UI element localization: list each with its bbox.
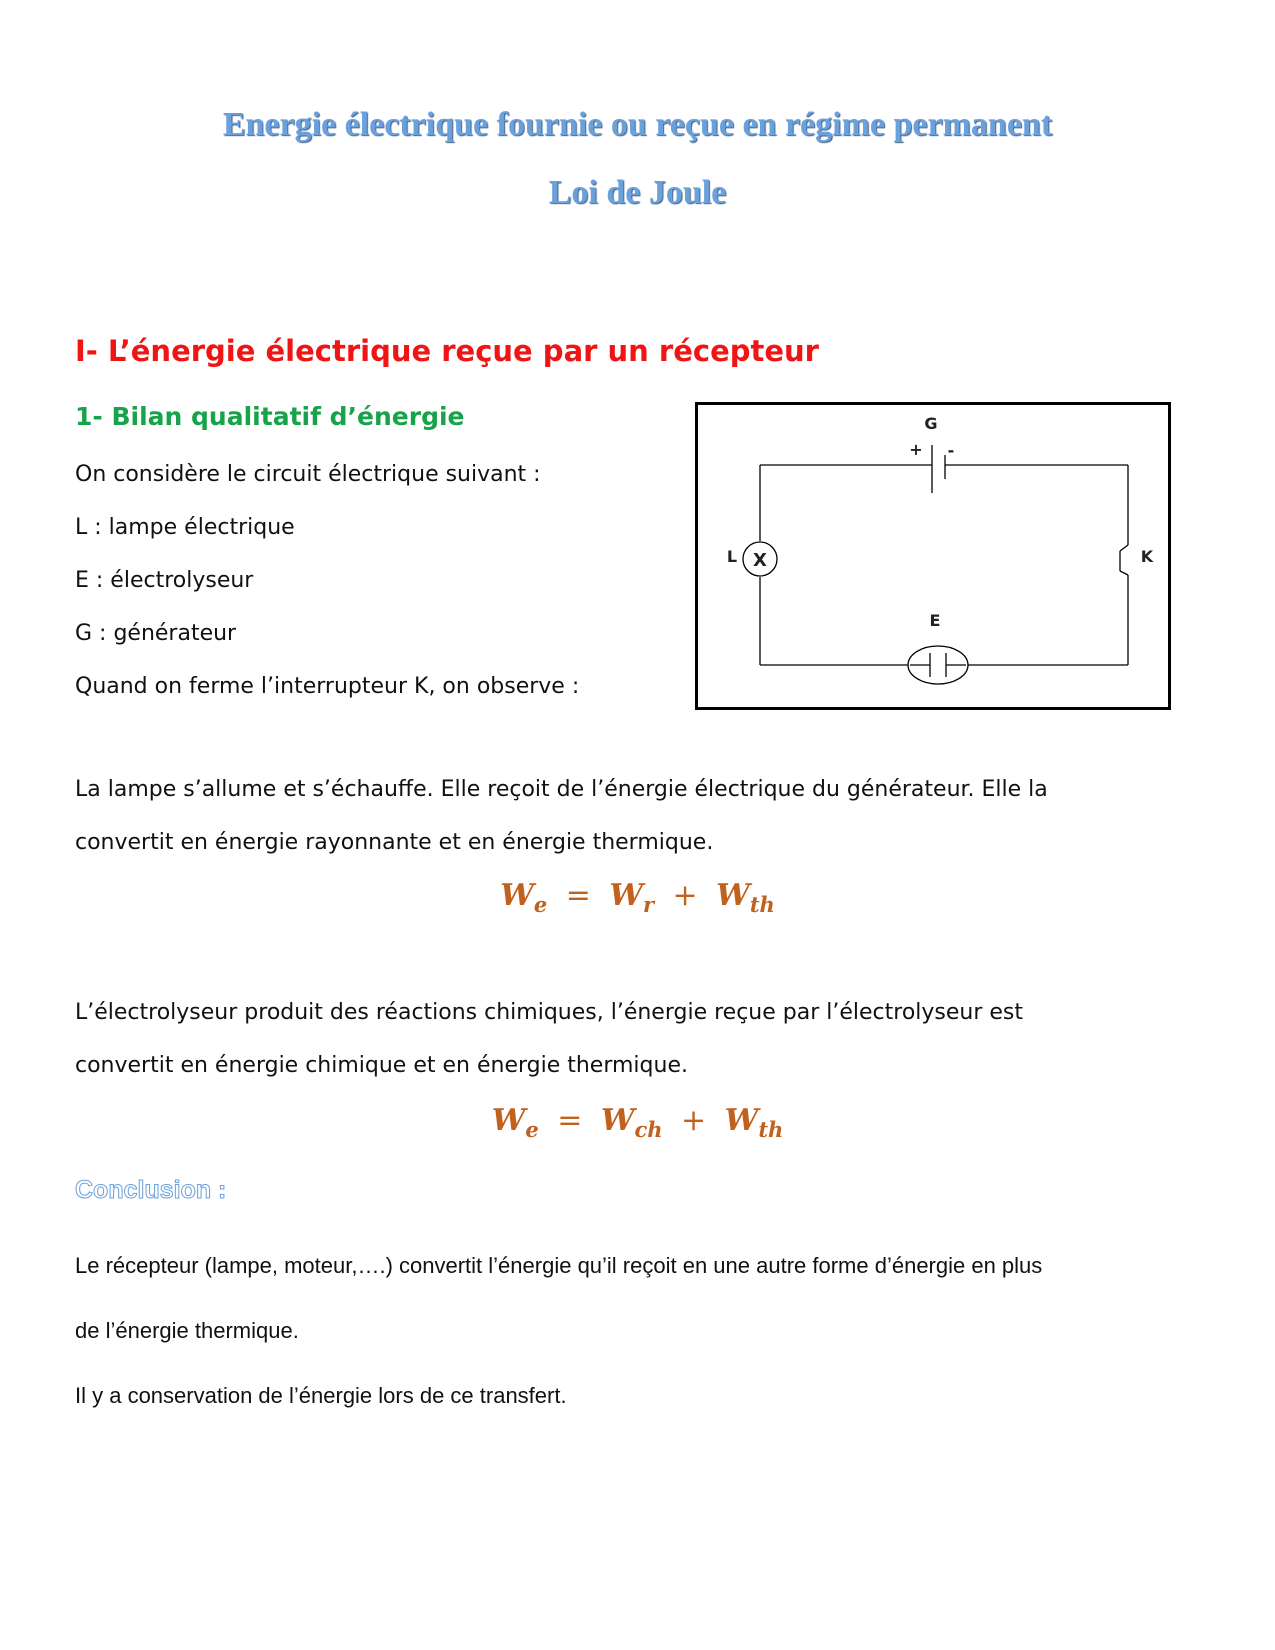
circuit-svg xyxy=(698,405,1168,707)
label-lamp-x: X xyxy=(753,550,767,571)
equation-electrolyser: $W_e = W_{ch} + W_{th}$ xyxy=(491,1103,784,1142)
legend-item-generator: G : générateur xyxy=(75,621,237,646)
doc-title-line2: Loi de Joule xyxy=(548,174,727,211)
observe-text: Quand on ferme l’interrupteur K, on observe : xyxy=(75,674,580,699)
electrolyser-text-line2: convertit en énergie chimique et en énergie thermique. xyxy=(75,1053,688,1078)
circuit-diagram xyxy=(695,402,1171,710)
switch-symbol xyxy=(1120,545,1128,575)
electrolyser-text-line1: L’électrolyseur produit des réactions chimiques, l’énergie reçue par l’électrolyseur est xyxy=(75,1000,1024,1025)
intro-text: On considère le circuit électrique suivant : xyxy=(75,462,541,487)
label-lamp: L xyxy=(726,547,738,566)
label-generator: G xyxy=(924,414,938,433)
doc-title-line1: Energie électrique fournie ou reçue en régime permanent xyxy=(222,106,1053,143)
section-heading: I- L’énergie électrique reçue par un récepteur xyxy=(75,334,819,368)
lamp-text-line1: La lampe s’allume et s’échauffe. Elle reçoit de l’énergie électrique du générateur. Elle la xyxy=(75,777,1048,802)
conclusion-line3: Il y a conservation de l’énergie lors de ce transfert. xyxy=(75,1383,567,1408)
conclusion-heading: Conclusion : xyxy=(75,1176,227,1204)
legend-item-electrolyser: E : électrolyseur xyxy=(75,568,254,593)
legend-item-lamp: L : lampe électrique xyxy=(75,515,295,540)
generator-symbol xyxy=(932,445,945,493)
label-plus: + xyxy=(909,440,923,459)
lamp-text-line2: convertit en énergie rayonnante et en énergie thermique. xyxy=(75,830,714,855)
subsection-heading: 1- Bilan qualitatif d’énergie xyxy=(75,402,465,431)
equation-lamp: $W_e = W_r + W_{th}$ xyxy=(500,878,775,917)
conclusion-line2: de l’énergie thermique. xyxy=(75,1318,299,1343)
conclusion-line1: Le récepteur (lampe, moteur,….) convertit l’énergie qu’il reçoit en une autre forme d’énergie en plus xyxy=(75,1253,1043,1278)
label-minus: - xyxy=(947,441,955,460)
label-electrolyser: E xyxy=(929,611,941,630)
label-switch: K xyxy=(1140,547,1154,566)
